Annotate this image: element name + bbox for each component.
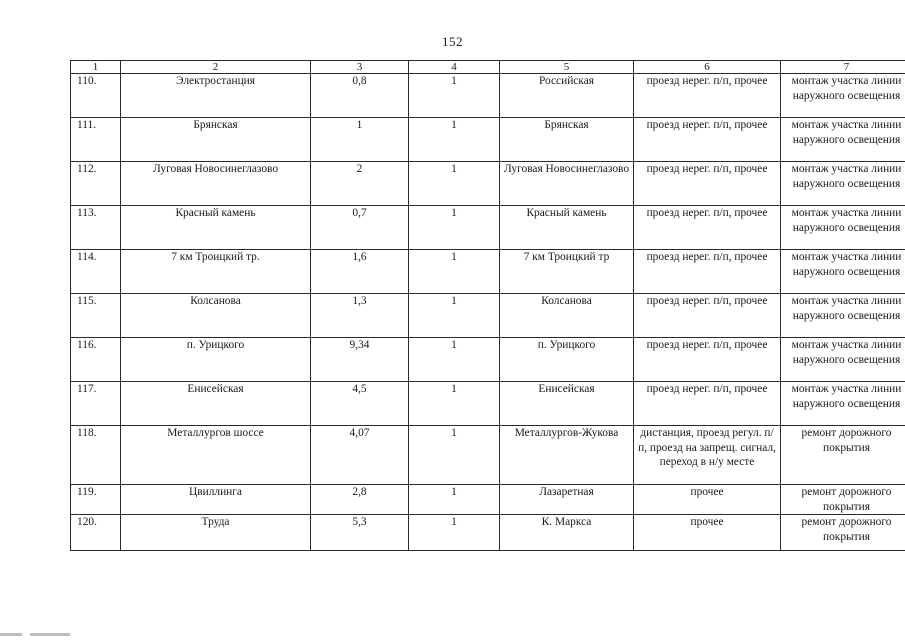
column-header: 4 [409, 61, 500, 74]
count-value: 1 [409, 515, 500, 551]
location-name: Электростанция [121, 74, 311, 118]
work-description: ремонт дорожного покрытия [781, 485, 905, 515]
stop-name: Красный камень [500, 206, 634, 250]
length-value: 9,34 [311, 338, 409, 382]
violation-type: проезд нерег. п/п, прочее [634, 118, 781, 162]
violation-type: дистанция, проезд регул. п/п, проезд на запрещ. сигнал, переход в н/у месте [634, 426, 781, 485]
count-value: 1 [409, 485, 500, 515]
location-name: Труда [121, 515, 311, 551]
column-header: 3 [311, 61, 409, 74]
table-row [71, 338, 905, 382]
violation-type: проезд нерег. п/п, прочее [634, 162, 781, 206]
table-row [71, 515, 905, 551]
stop-name: п. Урицкого [500, 338, 634, 382]
violation-type: проезд нерег. п/п, прочее [634, 382, 781, 426]
work-description: монтаж участка линии наружного освещения [781, 338, 905, 382]
table-row [71, 485, 905, 515]
stop-name: Колсанова [500, 294, 634, 338]
row-number: 120. [71, 515, 121, 551]
length-value: 2 [311, 162, 409, 206]
table-row [71, 426, 905, 485]
length-value: 1,3 [311, 294, 409, 338]
length-value: 4,07 [311, 426, 409, 485]
row-number: 114. [71, 250, 121, 294]
column-header: 7 [781, 61, 905, 74]
location-name: Луговая Новосинеглазово [121, 162, 311, 206]
violation-type: прочее [634, 515, 781, 551]
stop-name: Брянская [500, 118, 634, 162]
row-number: 118. [71, 426, 121, 485]
count-value: 1 [409, 250, 500, 294]
count-value: 1 [409, 338, 500, 382]
work-description: монтаж участка линии наружного освещения [781, 250, 905, 294]
row-number: 115. [71, 294, 121, 338]
location-name: Красный камень [121, 206, 311, 250]
work-description: монтаж участка линии наружного освещения [781, 382, 905, 426]
violation-type: проезд нерег. п/п, прочее [634, 206, 781, 250]
column-header: 2 [121, 61, 311, 74]
violation-type: проезд нерег. п/п, прочее [634, 338, 781, 382]
location-name: Енисейская [121, 382, 311, 426]
column-header: 1 [71, 61, 121, 74]
table-row [71, 74, 905, 118]
length-value: 0,8 [311, 74, 409, 118]
violation-type: проезд нерег. п/п, прочее [634, 250, 781, 294]
count-value: 1 [409, 294, 500, 338]
stop-name: К. Маркса [500, 515, 634, 551]
stop-name: Луговая Новосинеглазово [500, 162, 634, 206]
count-value: 1 [409, 426, 500, 485]
scan-edge-mark [0, 633, 70, 636]
row-number: 110. [71, 74, 121, 118]
data-table [70, 60, 905, 551]
stop-name: Енисейская [500, 382, 634, 426]
location-name: Колсанова [121, 294, 311, 338]
count-value: 1 [409, 118, 500, 162]
table-row [71, 206, 905, 250]
work-description: монтаж участка линии наружного освещения [781, 206, 905, 250]
violation-type: проезд нерег. п/п, прочее [634, 74, 781, 118]
table-row [71, 294, 905, 338]
table-row [71, 118, 905, 162]
row-number: 111. [71, 118, 121, 162]
work-description: монтаж участка линии наружного освещения [781, 74, 905, 118]
row-number: 112. [71, 162, 121, 206]
length-value: 1 [311, 118, 409, 162]
length-value: 5,3 [311, 515, 409, 551]
location-name: Металлургов шоссе [121, 426, 311, 485]
table-row [71, 162, 905, 206]
location-name: п. Урицкого [121, 338, 311, 382]
table-row [71, 382, 905, 426]
work-description: монтаж участка линии наружного освещения [781, 294, 905, 338]
work-description: монтаж участка линии наружного освещения [781, 162, 905, 206]
row-number: 119. [71, 485, 121, 515]
page-number: 152 [442, 34, 463, 49]
stop-name: 7 км Троицкий тр [500, 250, 634, 294]
count-value: 1 [409, 206, 500, 250]
location-name: 7 км Троицкий тр. [121, 250, 311, 294]
location-name: Брянская [121, 118, 311, 162]
length-value: 4,5 [311, 382, 409, 426]
stop-name: Российская [500, 74, 634, 118]
length-value: 1,6 [311, 250, 409, 294]
row-number: 113. [71, 206, 121, 250]
work-description: ремонт дорожного покрытия [781, 426, 905, 485]
count-value: 1 [409, 74, 500, 118]
violation-type: прочее [634, 485, 781, 515]
row-number: 117. [71, 382, 121, 426]
header-row [71, 61, 905, 74]
column-header: 5 [500, 61, 634, 74]
count-value: 1 [409, 162, 500, 206]
stop-name: Лазаретная [500, 485, 634, 515]
column-header: 6 [634, 61, 781, 74]
stop-name: Металлургов-Жукова [500, 426, 634, 485]
location-name: Цвиллинга [121, 485, 311, 515]
table-row [71, 250, 905, 294]
length-value: 2,8 [311, 485, 409, 515]
length-value: 0,7 [311, 206, 409, 250]
count-value: 1 [409, 382, 500, 426]
work-description: ремонт дорожного покрытия [781, 515, 905, 551]
work-description: монтаж участка линии наружного освещения [781, 118, 905, 162]
violation-type: проезд нерег. п/п, прочее [634, 294, 781, 338]
row-number: 116. [71, 338, 121, 382]
